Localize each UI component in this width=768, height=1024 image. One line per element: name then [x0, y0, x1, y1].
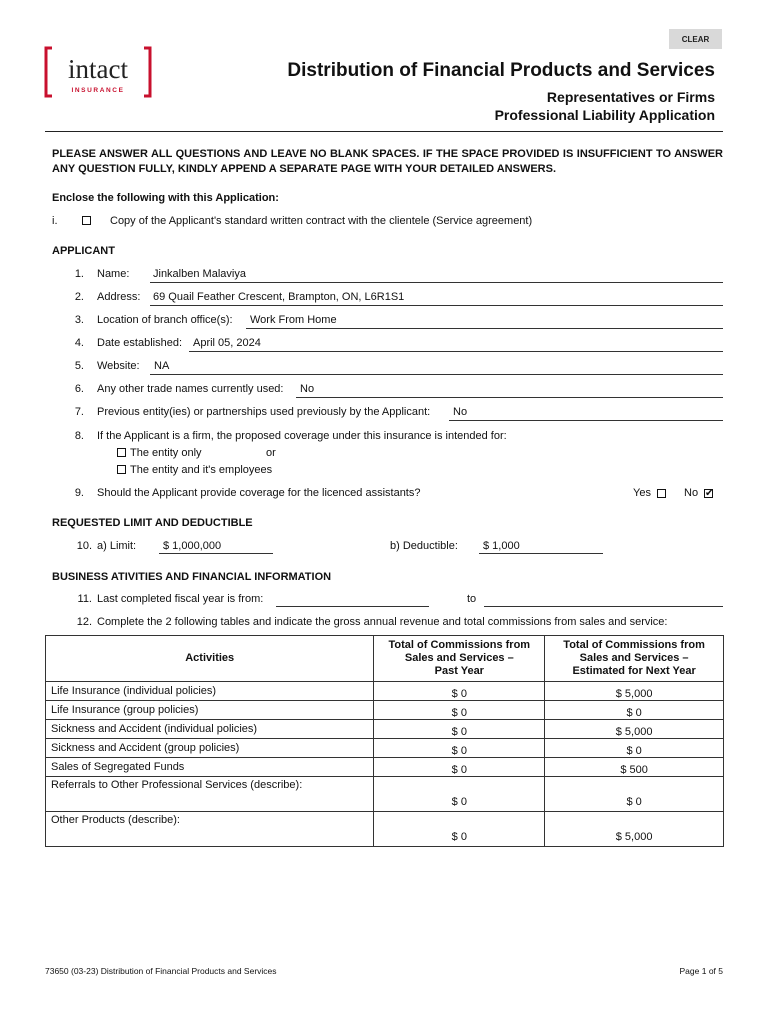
q12-num: 12.: [76, 616, 92, 628]
table-row: [46, 758, 724, 777]
form-subtitle-2: Professional Liability Application: [494, 107, 715, 123]
q8-label: If the Applicant is a firm, the proposed coverage under this insurance is intended for:: [97, 430, 507, 442]
instructions: PLEASE ANSWER ALL QUESTIONS AND LEAVE NO BLANK SPACES. IF THE SPACE PROVIDED IS INSUFFICIENT TO ANSWER ANY QUESTION FULLY, KINDLY APPEND A SEPARATE PAGE WITH YOUR DETAILED ANSWERS.: [52, 148, 723, 175]
q3-label: Location of branch office(s):: [97, 314, 233, 326]
name-field[interactable]: Jinkalben Malaviya: [153, 268, 246, 280]
deductible-field[interactable]: $ 1,000: [483, 540, 520, 552]
past-year-cell[interactable]: $ 0: [374, 701, 545, 720]
q9-num: 9.: [74, 487, 84, 499]
q10-num: 10.: [76, 540, 92, 552]
next-year-cell[interactable]: $ 0: [545, 777, 724, 812]
footer-page-number: Page 1 of 5: [679, 966, 723, 976]
q6-num: 6.: [74, 383, 84, 395]
activity-cell: Sickness and Accident (individual policies): [46, 720, 374, 739]
limit-field[interactable]: $ 1,000,000: [163, 540, 222, 552]
fiscal-to-field[interactable]: [484, 606, 723, 607]
applicant-heading: APPLICANT: [52, 245, 115, 257]
q8-num: 8.: [74, 430, 84, 442]
past-year-cell[interactable]: $ 0: [374, 720, 545, 739]
q7-label: Previous entity(ies) or partnerships used previously by the Applicant:: [97, 406, 431, 418]
entity-employees-label: The entity and it's employees: [130, 464, 273, 476]
q2-num: 2.: [74, 291, 84, 303]
enclose-item-num: i.: [52, 215, 58, 227]
no-checkbox[interactable]: [704, 489, 713, 498]
q2-label: Address:: [97, 291, 141, 303]
q4-num: 4.: [74, 337, 84, 349]
date-established-line: [189, 351, 723, 352]
header-past-year: Total of Commissions from Sales and Services – Past Year: [374, 636, 545, 682]
past-year-cell[interactable]: $ 0: [374, 777, 545, 812]
q7-num: 7.: [74, 406, 84, 418]
yes-label: Yes: [633, 487, 651, 499]
limit-label: a) Limit:: [97, 540, 137, 552]
table-row: [46, 777, 724, 812]
branch-office-line: [246, 328, 723, 329]
activity-cell: Life Insurance (individual policies): [46, 682, 374, 701]
enclose-checkbox[interactable]: [82, 216, 91, 225]
q11-num: 11.: [77, 593, 92, 605]
name-line: [150, 282, 723, 283]
next-year-cell[interactable]: $ 5,000: [545, 812, 724, 847]
intact-logo: [44, 46, 154, 98]
next-year-cell[interactable]: $ 0: [545, 701, 724, 720]
website-field[interactable]: NA: [154, 360, 170, 372]
q6-label: Any other trade names currently used:: [97, 383, 284, 395]
form-title: Distribution of Financial Products and Services: [287, 60, 715, 81]
activity-cell: Sales of Segregated Funds: [46, 758, 374, 777]
entity-only-checkbox[interactable]: [117, 448, 126, 457]
check-icon: ✔: [705, 488, 714, 499]
deductible-line: [479, 553, 603, 554]
past-year-cell[interactable]: $ 0: [374, 682, 545, 701]
svg-text:intact: intact: [68, 54, 128, 84]
business-heading: BUSINESS ATIVITIES AND FINANCIAL INFORMATION: [52, 571, 332, 583]
table-row: [46, 739, 724, 758]
no-label: No: [684, 487, 699, 499]
q1-label: Name:: [97, 268, 130, 280]
entity-employees-checkbox[interactable]: [117, 465, 126, 474]
activity-cell[interactable]: Other Products (describe):: [46, 812, 374, 847]
or-label: or: [266, 447, 276, 459]
entity-only-label: The entity only: [130, 447, 202, 459]
header-divider: [45, 131, 723, 132]
table-row: [46, 701, 724, 720]
website-line: [150, 374, 723, 375]
limit-heading: REQUESTED LIMIT AND DEDUCTIBLE: [52, 517, 253, 529]
next-year-cell[interactable]: $ 5,000: [545, 682, 724, 701]
fiscal-year-label: Last completed fiscal year is from:: [97, 593, 264, 605]
trade-names-line: [296, 397, 723, 398]
q4-label: Date established:: [97, 337, 182, 349]
q5-label: Website:: [97, 360, 140, 372]
form-subtitle-1: Representatives or Firms: [546, 89, 715, 105]
past-year-cell[interactable]: $ 0: [374, 758, 545, 777]
trade-names-field[interactable]: No: [300, 383, 315, 395]
next-year-cell[interactable]: $ 500: [545, 758, 724, 777]
header-next-year: Total of Commissions from Sales and Services – Estimated for Next Year: [545, 636, 724, 682]
footer-form-number: 73650 (03-23) Distribution of Financial Products and Services: [45, 966, 277, 976]
address-field[interactable]: 69 Quail Feather Crescent, Brampton, ON, L6R1S1: [153, 291, 405, 303]
q9-label: Should the Applicant provide coverage for the licenced assistants?: [97, 487, 421, 499]
table-row: [46, 812, 724, 847]
svg-text:INSURANCE: INSURANCE: [71, 87, 125, 94]
enclose-heading: Enclose the following with this Application:: [52, 192, 279, 204]
q1-num: 1.: [74, 268, 84, 280]
activity-cell: Sickness and Accident (group policies): [46, 739, 374, 758]
commissions-table: [45, 635, 724, 847]
enclose-item-text: Copy of the Applicant's standard written contract with the clientele (Service agreement): [110, 215, 533, 227]
yes-checkbox[interactable]: [657, 489, 666, 498]
address-line: [150, 305, 723, 306]
next-year-cell[interactable]: $ 0: [545, 739, 724, 758]
deductible-label: b) Deductible:: [390, 540, 458, 552]
activity-cell: Life Insurance (group policies): [46, 701, 374, 720]
past-year-cell[interactable]: $ 0: [374, 812, 545, 847]
limit-line: [159, 553, 273, 554]
fiscal-from-field[interactable]: [276, 606, 429, 607]
q12-label: Complete the 2 following tables and indicate the gross annual revenue and total commissions from sales and service:: [97, 616, 668, 628]
table-row: [46, 682, 724, 701]
clear-button[interactable]: CLEAR: [669, 29, 722, 49]
table-header-row: [46, 636, 724, 682]
next-year-cell[interactable]: $ 5,000: [545, 720, 724, 739]
activity-cell[interactable]: Referrals to Other Professional Services (describe):: [46, 777, 374, 812]
table-row: [46, 720, 724, 739]
date-established-field[interactable]: April 05, 2024: [193, 337, 261, 349]
past-year-cell[interactable]: $ 0: [374, 739, 545, 758]
previous-entities-field[interactable]: No: [453, 406, 468, 418]
q3-num: 3.: [74, 314, 84, 326]
q5-num: 5.: [74, 360, 84, 372]
branch-office-field[interactable]: Work From Home: [250, 314, 337, 326]
header-activities: Activities: [46, 636, 374, 682]
fiscal-to-label: to: [467, 593, 477, 605]
previous-entities-line: [449, 420, 723, 421]
